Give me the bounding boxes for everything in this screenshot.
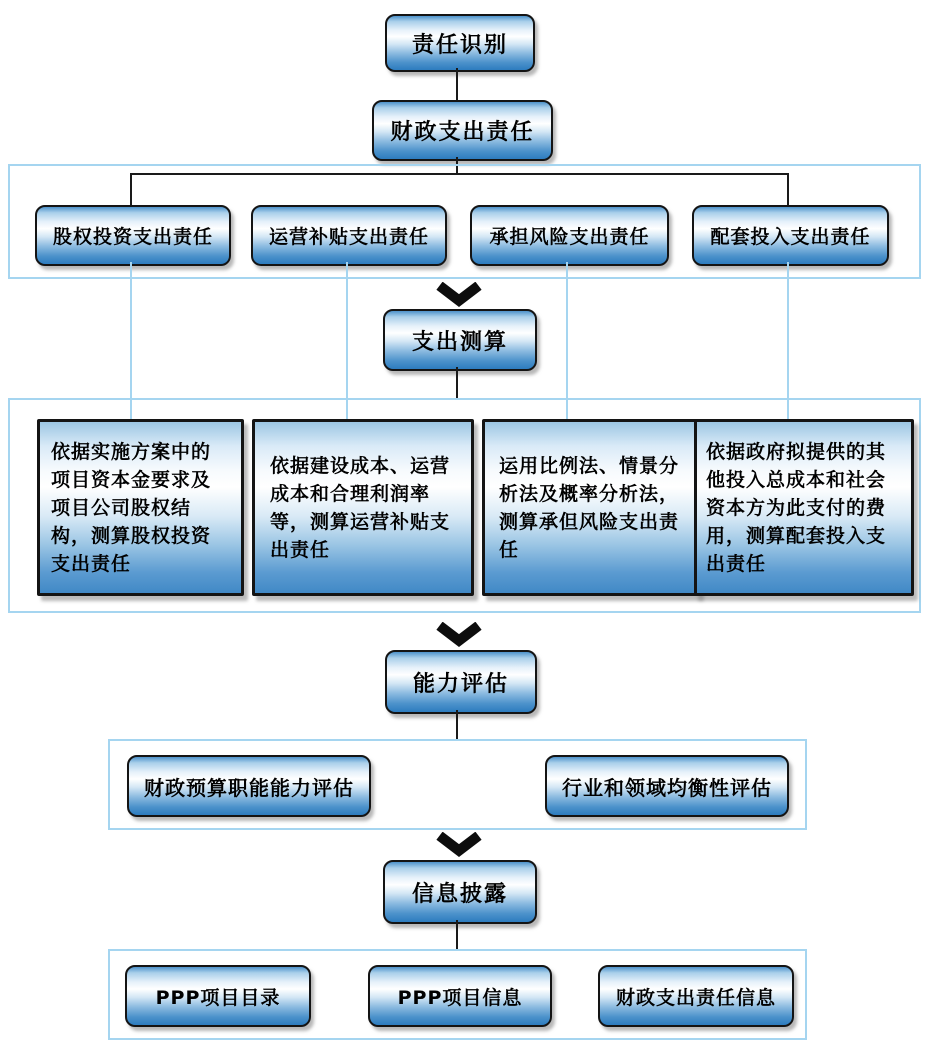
stage-box-information-disclosure: 信息披露 — [383, 860, 537, 924]
box-operating-subsidy-responsibility: 运营补贴支出责任 — [251, 205, 447, 266]
branch-drop-right — [787, 173, 789, 206]
box-fiscal-expenditure-responsibility-information: 财政支出责任信息 — [598, 965, 794, 1027]
connector-measure-to-group — [456, 367, 458, 398]
lightblue-connector-3 — [566, 262, 568, 419]
box-measure-equity-investment: 依据实施方案中的项目资本金要求及项目公司股权结构，测算股权投资支出责任 — [37, 419, 244, 596]
stage-box-responsibility-identification: 责任识别 — [385, 14, 535, 72]
box-ppp-project-information: PPP项目信息 — [368, 965, 552, 1027]
box-supporting-investment-responsibility: 配套投入支出责任 — [692, 205, 889, 266]
box-industry-sector-balance-assessment: 行业和领域均衡性评估 — [545, 755, 789, 817]
stage-box-expenditure-calculation: 支出测算 — [383, 309, 537, 371]
connector-capability-to-group — [456, 710, 458, 739]
box-fiscal-budget-function-assessment: 财政预算职能能力评估 — [127, 755, 371, 817]
box-risk-bearing-responsibility: 承担风险支出责任 — [470, 205, 669, 266]
box-equity-investment-responsibility: 股权投资支出责任 — [35, 205, 231, 266]
box-measure-risk-bearing: 运用比例法、情景分析法及概率分析法，测算承但风险支出责任 — [482, 419, 700, 596]
box-ppp-project-catalog: PPP项目目录 — [125, 965, 311, 1027]
stage-box-fiscal-expenditure-responsibility: 财政支出责任 — [372, 100, 553, 161]
lightblue-connector-4 — [787, 262, 789, 419]
box-measure-supporting-investment: 依据政府拟提供的其他投入总成本和社会资本方为此支付的费用，测算配套投入支出责任 — [694, 419, 914, 596]
connector-disclosure-to-group — [456, 920, 458, 949]
stage-box-capability-assessment: 能力评估 — [385, 650, 537, 714]
branch-drop-left — [130, 173, 132, 206]
branch-horizontal-line — [130, 173, 789, 175]
chevron-down-icon — [434, 282, 484, 308]
chevron-down-icon — [434, 622, 484, 648]
connector-identify-to-fiscal — [456, 68, 458, 101]
chevron-down-icon — [434, 832, 484, 858]
lightblue-connector-2 — [346, 262, 348, 419]
lightblue-connector-1 — [130, 262, 132, 419]
box-measure-operating-subsidy: 依据建设成本、运营成本和合理利润率等，测算运营补贴支出责任 — [252, 419, 474, 596]
